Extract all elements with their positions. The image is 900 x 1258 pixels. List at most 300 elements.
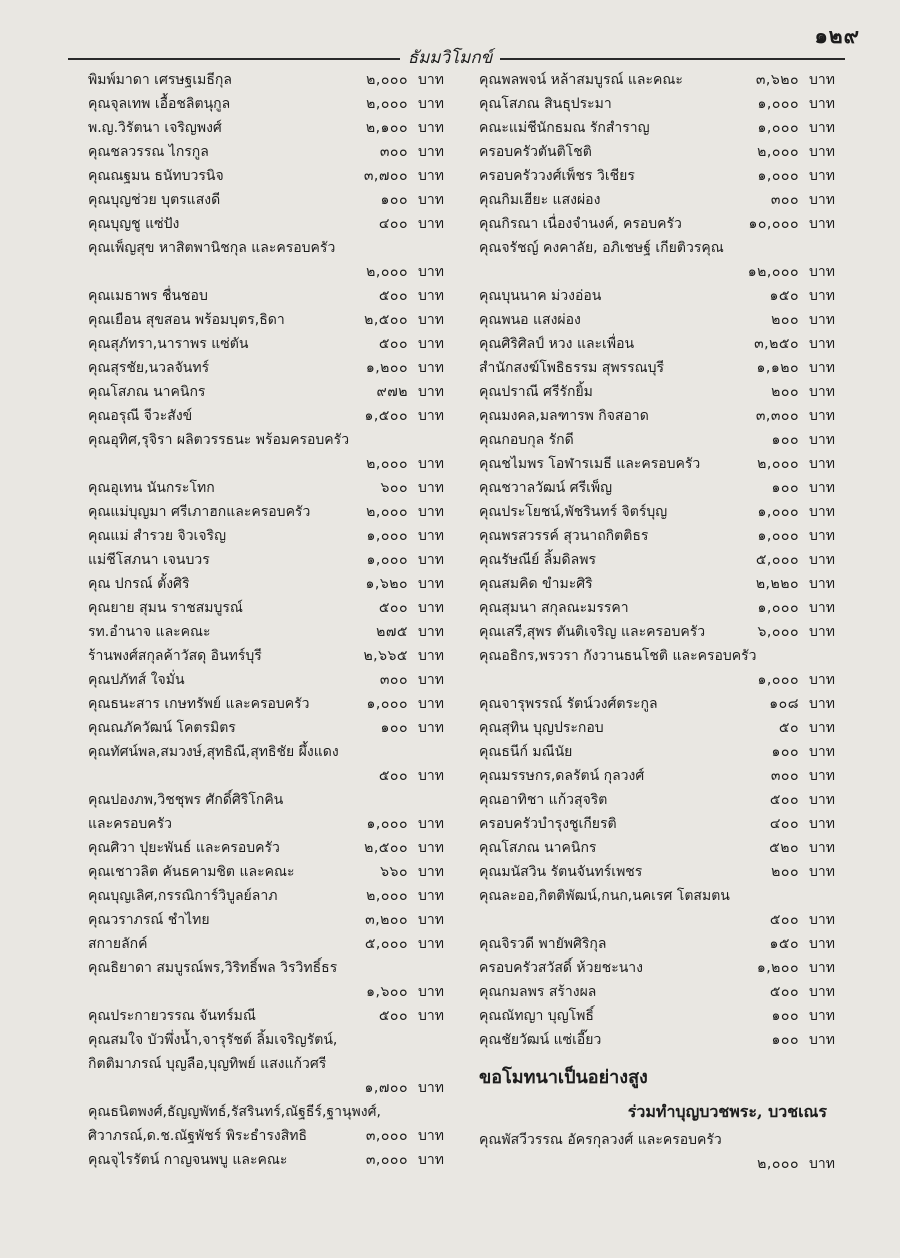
donor-row xyxy=(479,404,835,428)
donation-amount: ๓,๐๐๐ xyxy=(365,1128,408,1144)
donation-amount: ๑๐๐ xyxy=(771,432,799,448)
donor-row xyxy=(479,1152,835,1176)
donation-amount: ๕๐๐ xyxy=(378,1008,408,1024)
donor-name: ครอบครัววงศ์เพ็ชร วิเชียร xyxy=(479,168,635,184)
donor-row xyxy=(479,860,835,884)
currency-label: บาท xyxy=(809,600,835,616)
donor-row xyxy=(479,500,835,524)
donor-row xyxy=(88,500,444,524)
donation-amount: ๑,๐๐๐ xyxy=(757,528,799,544)
donor-row xyxy=(88,404,444,428)
currency-label: บาท xyxy=(809,672,835,688)
donation-amount: ๑,๒๐๐ xyxy=(756,960,799,976)
donation-amount: ๕,๐๐๐ xyxy=(364,936,408,952)
currency-label: บาท xyxy=(809,480,835,496)
donor-row xyxy=(88,236,444,260)
currency-label: บาท xyxy=(418,1152,444,1168)
donor-row xyxy=(479,716,835,740)
donation-amount: ๓,๓๐๐ xyxy=(755,408,799,424)
currency-label: บาท xyxy=(809,264,835,280)
currency-label: บาท xyxy=(418,72,444,88)
donor-row xyxy=(88,1028,444,1052)
currency-label: บาท xyxy=(809,720,835,736)
donation-amount: ๓,๒๕๐ xyxy=(754,336,799,352)
donor-row xyxy=(88,284,444,308)
donor-name: คุณมรรษกร,ดลรัตน์ กุลวงศ์ xyxy=(479,768,645,784)
donor-name: คุณจุลเทพ เอื้อชลิตนุกูล xyxy=(88,96,231,112)
donor-name: คุณสมคิด ขำมะศิริ xyxy=(479,576,593,592)
currency-label: บาท xyxy=(418,480,444,496)
page-number: ๑๒๙ xyxy=(814,24,860,48)
donor-name: คุณประกายวรรณ จันทร์มณี xyxy=(88,1008,256,1024)
donor-row xyxy=(479,644,835,668)
donation-amount: ๑,๖๐๐ xyxy=(366,984,408,1000)
currency-label: บาท xyxy=(809,312,835,328)
donor-name: ร้านพงศ์สกุลค้าวัสดุ อินทร์บุรี xyxy=(88,648,262,664)
currency-label: บาท xyxy=(418,840,444,856)
donor-row xyxy=(88,908,444,932)
donor-name: คุณจรัชญ์ คงคาลัย, อภิเชษฐ์ เกียติวรคุณ xyxy=(479,240,724,256)
donor-name: คุณจุไรรัตน์ กาญจนพบู และคณะ xyxy=(88,1152,288,1168)
donor-row xyxy=(88,716,444,740)
donor-list-right xyxy=(479,68,835,1176)
donor-name: คุณณภัควัฒน์ โคตรมิตร xyxy=(88,720,236,736)
donation-amount: ๒,๐๐๐ xyxy=(366,504,408,520)
donor-row xyxy=(88,140,444,164)
donor-row xyxy=(479,1028,835,1052)
donor-name: ครอบครัวสวัสดิ์ ห้วยชะนาง xyxy=(479,960,644,976)
donation-amount: ๒,๐๐๐ xyxy=(366,72,408,88)
donor-row xyxy=(88,740,444,764)
currency-label: บาท xyxy=(809,840,835,856)
donor-row xyxy=(88,764,444,788)
currency-label: บาท xyxy=(809,744,835,760)
donor-row xyxy=(479,668,835,692)
donor-name: คุณโสภณ สินธุประมา xyxy=(479,96,612,112)
donor-row xyxy=(88,596,444,620)
donation-amount: ๒,๐๐๐ xyxy=(366,264,408,280)
donation-amount: ๒,๒๒๐ xyxy=(755,576,799,592)
donation-amount: ๕๐๐ xyxy=(378,288,408,304)
currency-label: บาท xyxy=(418,216,444,232)
donation-amount: ๑,๐๐๐ xyxy=(757,168,799,184)
currency-label: บาท xyxy=(418,384,444,400)
donation-amount: ๒,๐๐๐ xyxy=(366,888,408,904)
donor-row xyxy=(479,596,835,620)
currency-label: บาท xyxy=(809,552,835,568)
donor-row xyxy=(88,1148,444,1172)
donor-name: คุณบุนนาค ม่วงอ่อน xyxy=(479,288,602,304)
currency-label: บาท xyxy=(809,1008,835,1024)
currency-label: บาท xyxy=(809,120,835,136)
donor-row xyxy=(479,764,835,788)
donor-rows-right xyxy=(479,68,835,1052)
donation-amount: ๓๐๐ xyxy=(379,144,408,160)
donation-amount: ๓๐๐ xyxy=(770,768,799,784)
donor-row xyxy=(88,548,444,572)
currency-label: บาท xyxy=(418,600,444,616)
donor-row xyxy=(88,188,444,212)
currency-label: บาท xyxy=(809,432,835,448)
donor-name: คุณธนีก์ มณีนัย xyxy=(479,744,573,760)
donor-row xyxy=(479,740,835,764)
donor-row xyxy=(88,260,444,284)
donor-name: คุณพัสวีวรรณ อัครกุลวงศ์ และครอบครัว xyxy=(479,1132,722,1148)
currency-label: บาท xyxy=(809,72,835,88)
currency-label: บาท xyxy=(809,792,835,808)
running-title xyxy=(0,44,900,71)
donor-name: คุณสุทิน บุญประกอบ xyxy=(479,720,604,736)
donor-name: คุณปภัทส์ ใจมั่น xyxy=(88,672,185,688)
donation-amount: ๑,๐๐๐ xyxy=(757,504,799,520)
donor-row xyxy=(88,452,444,476)
currency-label: บาท xyxy=(809,960,835,976)
donor-row xyxy=(479,428,835,452)
donor-name: สกายลักค์ xyxy=(88,936,148,952)
currency-label: บาท xyxy=(418,816,444,832)
donor-row xyxy=(479,140,835,164)
donor-name: คุณอุทิศ,รุจิรา ผลิตวรรธนะ พร้อมครอบครัว xyxy=(88,432,350,448)
donor-name: คุณ ปกรณ์ ตั้งศิริ xyxy=(88,576,190,592)
currency-label: บาท xyxy=(418,192,444,208)
currency-label: บาท xyxy=(418,144,444,160)
donation-amount: ๑,๐๐๐ xyxy=(757,672,799,688)
donation-amount: ๔๐๐ xyxy=(378,216,408,232)
donor-row xyxy=(479,620,835,644)
currency-label: บาท xyxy=(418,504,444,520)
currency-label: บาท xyxy=(809,864,835,880)
donor-row xyxy=(88,812,444,836)
donor-name: คุณเมธาพร ชื่นชอบ xyxy=(88,288,208,304)
currency-label: บาท xyxy=(809,984,835,1000)
donor-row xyxy=(88,212,444,236)
currency-label: บาท xyxy=(418,168,444,184)
currency-label: บาท xyxy=(809,1156,835,1172)
currency-label: บาท xyxy=(809,360,835,376)
donor-row xyxy=(479,932,835,956)
donor-name: ศิวาภรณ์,ด.ช.ณัฐพัชร์ พิระธำรงสิทธิ xyxy=(88,1128,308,1144)
donation-amount: ๑๐๐ xyxy=(380,720,408,736)
donor-name: คุณธนะสาร เกษทรัพย์ และครอบครัว xyxy=(88,696,310,712)
donation-amount: ๕๐๐ xyxy=(378,600,408,616)
donor-name: คุณวราภรณ์ ชำไทย xyxy=(88,912,210,928)
currency-label: บาท xyxy=(809,168,835,184)
running-title-text: ธัมมวิโมกข์ xyxy=(400,48,501,68)
donor-row xyxy=(88,572,444,596)
donor-name: คุณละออ,กิตติพัฒน์,กนก,นคเรศ โตสมตน xyxy=(479,888,730,904)
currency-label: บาท xyxy=(418,360,444,376)
donor-name: คุณมนัสวิน รัตนจันทร์เพชร xyxy=(479,864,643,880)
donor-row xyxy=(88,884,444,908)
currency-label: บาท xyxy=(809,408,835,424)
donor-name: คุณธนิตพงศ์,ธัญญพัทธ์,รัสรินทร์,ณัฐธีร์,ฐานุพงศ์, xyxy=(88,1104,381,1120)
donor-name: คุณเชาวลิต คันธคามชิต และคณะ xyxy=(88,864,295,880)
donor-name: คุณสุมนา สกุลณะมรรคา xyxy=(479,600,629,616)
donor-name: ครอบครัวตันติโชติ xyxy=(479,144,592,160)
donor-name: คุณอุเทน นันกระโทก xyxy=(88,480,215,496)
currency-label: บาท xyxy=(809,216,835,232)
donation-amount: ๕๐๐ xyxy=(378,768,408,784)
donor-row xyxy=(88,68,444,92)
donor-name: คุณสุรชัย,นวลจันทร์ xyxy=(88,360,210,376)
donation-amount: ๑๕๐ xyxy=(769,288,799,304)
currency-label: บาท xyxy=(418,672,444,688)
donor-name: สำนักสงฆ์โพธิธรรม สุพรรณบุรี xyxy=(479,360,664,376)
donor-name: คุณแม่ สำรวย จิวเจริญ xyxy=(88,528,226,544)
donor-name: คุณโสภณ นาคนิกร xyxy=(88,384,206,400)
donor-name: คุณจารุพรรณ์ รัตน์วงศ์ตระกูล xyxy=(479,696,658,712)
donation-amount: ๓,๗๐๐ xyxy=(363,168,408,184)
donation-amount: ๑,๒๐๐ xyxy=(365,360,408,376)
donor-row xyxy=(479,68,835,92)
donation-amount: ๑,๑๒๐ xyxy=(756,360,799,376)
donation-amount: ๑๐๐ xyxy=(771,1032,799,1048)
donation-amount: ๑,๗๐๐ xyxy=(364,1080,408,1096)
currency-label: บาท xyxy=(418,288,444,304)
currency-label: บาท xyxy=(809,576,835,592)
donor-list-left xyxy=(88,68,444,1172)
currency-label: บาท xyxy=(418,336,444,352)
currency-label: บาท xyxy=(809,624,835,640)
donor-row xyxy=(479,476,835,500)
donation-amount: ๑๐๐ xyxy=(771,1008,799,1024)
donor-row xyxy=(88,524,444,548)
donation-amount: ๑,๖๒๐ xyxy=(365,576,408,592)
currency-label: บาท xyxy=(418,408,444,424)
donation-amount: ๑,๐๐๐ xyxy=(366,552,408,568)
donor-row xyxy=(88,956,444,980)
donation-amount: ๑,๐๐๐ xyxy=(366,696,408,712)
donor-row xyxy=(479,884,835,908)
donor-row xyxy=(479,980,835,1004)
donor-row xyxy=(479,956,835,980)
donor-name: คุณพนอ แสงผ่อง xyxy=(479,312,581,328)
donation-amount: ๒๗๕ xyxy=(376,624,408,640)
donor-name: ครอบครัวบำรุงชูเกียรติ xyxy=(479,816,617,832)
donation-amount: ๑,๐๐๐ xyxy=(757,600,799,616)
donor-name: คุณรัษณีย์ ลิ้มดิลพร xyxy=(479,552,596,568)
currency-label: บาท xyxy=(809,504,835,520)
donor-name: คุณยาย สุมน ราชสมบูรณ์ xyxy=(88,600,243,616)
currency-label: บาท xyxy=(418,1128,444,1144)
donor-name: คุณณัทญา บุญโพธิ์ xyxy=(479,1008,594,1024)
donor-row xyxy=(88,1076,444,1100)
donor-row xyxy=(479,836,835,860)
donor-name: คุณอาทิชา แก้วสุจริต xyxy=(479,792,608,808)
currency-label: บาท xyxy=(418,648,444,664)
donor-row xyxy=(479,260,835,284)
donation-amount: ๒,๖๖๕ xyxy=(363,648,408,664)
currency-label: บาท xyxy=(809,912,835,928)
donation-amount: ๖,๐๐๐ xyxy=(757,624,799,640)
donor-name: คุณสมใจ บัวพึ่งน้ำ,จารุรัชต์ ลิ้มเจริญรัตน์, xyxy=(88,1032,338,1048)
currency-label: บาท xyxy=(809,936,835,952)
donor-row xyxy=(479,188,835,212)
donation-amount: ๒,๐๐๐ xyxy=(757,456,799,472)
donor-name: คุณบุญเลิศ,กรรณิการ์วิบูลย์ลาภ xyxy=(88,888,278,904)
donor-row xyxy=(479,356,835,380)
thanks-heading: ขอโมทนาเป็นอย่างสูง xyxy=(479,1067,648,1088)
donation-amount: ๑,๐๐๐ xyxy=(366,816,408,832)
donor-name: คุณจิรวดี พายัพศิริกุล xyxy=(479,936,607,952)
donor-row xyxy=(479,812,835,836)
donor-row xyxy=(479,908,835,932)
donor-row xyxy=(88,1052,444,1076)
currency-label: บาท xyxy=(809,384,835,400)
currency-label: บาท xyxy=(418,1080,444,1096)
donor-row xyxy=(88,980,444,1004)
currency-label: บาท xyxy=(809,96,835,112)
donor-row xyxy=(88,932,444,956)
donor-name: คุณกิมเฮียะ แสงผ่อง xyxy=(479,192,601,208)
donor-name: คุณทัศน์พล,สมวงษ์,สุทธิณี,สุทธิชัย ผึ้งแดง xyxy=(88,744,339,760)
donor-row xyxy=(479,524,835,548)
donor-name: คุณเพ็ญสุข หาสิตพานิชกุล และครอบครัว xyxy=(88,240,336,256)
donor-name: คุณกิรณา เนื่องจำนงค์, ครอบครัว xyxy=(479,216,682,232)
currency-label: บาท xyxy=(809,696,835,712)
donor-name: พิมพ์มาดา เศรษฐเมธีกุล xyxy=(88,72,232,88)
currency-label: บาท xyxy=(418,456,444,472)
donor-row xyxy=(479,572,835,596)
donor-name: คุณกมลพร สร้างผล xyxy=(479,984,597,1000)
donor-row xyxy=(88,356,444,380)
donor-name: คุณสุภัทรา,นาราพร แซ่ตัน xyxy=(88,336,249,352)
donation-amount: ๔๐๐ xyxy=(769,816,799,832)
donor-name: คุณธิยาดา สมบูรณ์พร,วิริทธิ์พล วิรวิทธิ์ธร xyxy=(88,960,338,976)
currency-label: บาท xyxy=(418,312,444,328)
donation-amount: ๕๒๐ xyxy=(769,840,799,856)
currency-label: บาท xyxy=(418,912,444,928)
donor-row xyxy=(479,212,835,236)
donation-amount: ๑,๕๐๐ xyxy=(364,408,408,424)
donor-row xyxy=(88,308,444,332)
donor-row xyxy=(479,92,835,116)
donation-amount: ๑๐๐ xyxy=(380,192,408,208)
donor-row xyxy=(479,788,835,812)
donor-row xyxy=(88,92,444,116)
donation-amount: ๒,๑๐๐ xyxy=(365,120,408,136)
donor-row xyxy=(88,692,444,716)
donor-row xyxy=(88,164,444,188)
donor-name: คุณประโยชน์,พัชรินทร์ จิตร์บุญ xyxy=(479,504,668,520)
donor-row xyxy=(88,332,444,356)
currency-label: บาท xyxy=(418,696,444,712)
donation-amount: ๑,๐๐๐ xyxy=(757,120,799,136)
donor-name: คุณชวาลวัฒน์ ศรีเพ็ญ xyxy=(479,480,613,496)
donation-amount: ๑๐๐ xyxy=(771,744,799,760)
currency-label: บาท xyxy=(809,768,835,784)
donation-amount: ๒,๐๐๐ xyxy=(757,1156,799,1172)
donation-amount: ๒,๐๐๐ xyxy=(366,96,408,112)
donor-name: คุณบุญช่วย บุตรแสงดี xyxy=(88,192,221,208)
donation-amount: ๕๐๐ xyxy=(378,336,408,352)
currency-label: บาท xyxy=(418,528,444,544)
donor-name: คุณพลพจน์ หล้าสมบูรณ์ และคณะ xyxy=(479,72,683,88)
donation-amount: ๓๐๐ xyxy=(770,192,799,208)
donor-row xyxy=(88,1100,444,1124)
donation-amount: ๖๖๐ xyxy=(380,864,408,880)
donor-name: กิตติมาภรณ์ บุญลือ,บุญทิพย์ แสงแก้วศรี xyxy=(88,1056,327,1072)
donation-amount: ๒,๕๐๐ xyxy=(364,312,408,328)
donor-name: คุณมงคล,มลฑารพ กิจสอาด xyxy=(479,408,649,424)
currency-label: บาท xyxy=(418,864,444,880)
donation-amount: ๒,๐๐๐ xyxy=(366,456,408,472)
currency-label: บาท xyxy=(418,888,444,904)
donor-row xyxy=(479,308,835,332)
donation-amount: ๑๕๐ xyxy=(769,936,799,952)
currency-label: บาท xyxy=(418,720,444,736)
currency-label: บาท xyxy=(809,816,835,832)
donation-amount: ๑๐๐ xyxy=(771,480,799,496)
donor-row xyxy=(88,668,444,692)
currency-label: บาท xyxy=(809,336,835,352)
donor-name: แม่ชีโสภนา เจนบวร xyxy=(88,552,210,568)
donation-amount: ๖๐๐ xyxy=(380,480,408,496)
donation-amount: ๓,๒๐๐ xyxy=(365,912,408,928)
donor-row xyxy=(479,452,835,476)
donor-row xyxy=(479,692,835,716)
donation-amount: ๕๐๐ xyxy=(769,912,799,928)
donor-row xyxy=(88,644,444,668)
donor-name: คุณปราณี ศรีรักยิ้ม xyxy=(479,384,593,400)
donor-name: คุณณฐมน ธนัทบวรนิจ xyxy=(88,168,224,184)
donor-name: และครอบครัว xyxy=(88,816,173,832)
donor-row xyxy=(479,548,835,572)
donor-name: คุณปองภพ,วิชชุพร ศักดิ์ศิริโกคิน xyxy=(88,792,284,808)
currency-label: บาท xyxy=(418,984,444,1000)
donation-amount: ๑๐๘ xyxy=(769,696,799,712)
currency-label: บาท xyxy=(809,144,835,160)
donor-name: คุณเสรี,สุพร ตันติเจริญ และครอบครัว xyxy=(479,624,706,640)
donor-row xyxy=(88,620,444,644)
currency-label: บาท xyxy=(809,192,835,208)
donation-amount: ๓๐๐ xyxy=(379,672,408,688)
donor-row xyxy=(88,428,444,452)
donor-name: คุณอธิกร,พรวรา กังวานธนโชติ และครอบครัว xyxy=(479,648,757,664)
donor-row xyxy=(88,1004,444,1028)
donation-amount: ๕๐ xyxy=(778,720,799,736)
currency-label: บาท xyxy=(418,120,444,136)
donation-amount: ๓,๖๒๐ xyxy=(755,72,799,88)
donor-name: คุณศิริศิลป์ หวง และเพื่อน xyxy=(479,336,635,352)
donor-row xyxy=(479,284,835,308)
currency-label: บาท xyxy=(809,288,835,304)
donation-amount: ๒,๐๐๐ xyxy=(757,144,799,160)
closing-rows xyxy=(479,1128,835,1176)
donor-row xyxy=(479,116,835,140)
currency-label: บาท xyxy=(418,264,444,280)
donor-row xyxy=(88,788,444,812)
donor-row xyxy=(479,1128,835,1152)
donor-row xyxy=(88,860,444,884)
donor-row xyxy=(479,332,835,356)
donor-name: คุณเยือน สุขสอน พร้อมบุตร,ธิดา xyxy=(88,312,285,328)
donor-row xyxy=(479,236,835,260)
donor-name: คุณศิวา ปุยะพันธ์ และครอบครัว xyxy=(88,840,280,856)
donation-amount: ๒๐๐ xyxy=(771,384,799,400)
donation-amount: ๒๐๐ xyxy=(771,864,799,880)
donor-row xyxy=(479,1004,835,1028)
donor-name: คุณชไมพร โอฬารเมธี และครอบครัว xyxy=(479,456,701,472)
donor-name: คุณอรุณี จีวะสังข์ xyxy=(88,408,193,424)
donor-row xyxy=(88,380,444,404)
donation-amount: ๒,๕๐๐ xyxy=(364,840,408,856)
donor-name: คุณโสภณ นาคนิกร xyxy=(479,840,597,856)
currency-label: บาท xyxy=(418,768,444,784)
donation-amount: ๓,๐๐๐ xyxy=(365,1152,408,1168)
currency-label: บาท xyxy=(418,624,444,640)
donation-amount: ๑,๐๐๐ xyxy=(366,528,408,544)
